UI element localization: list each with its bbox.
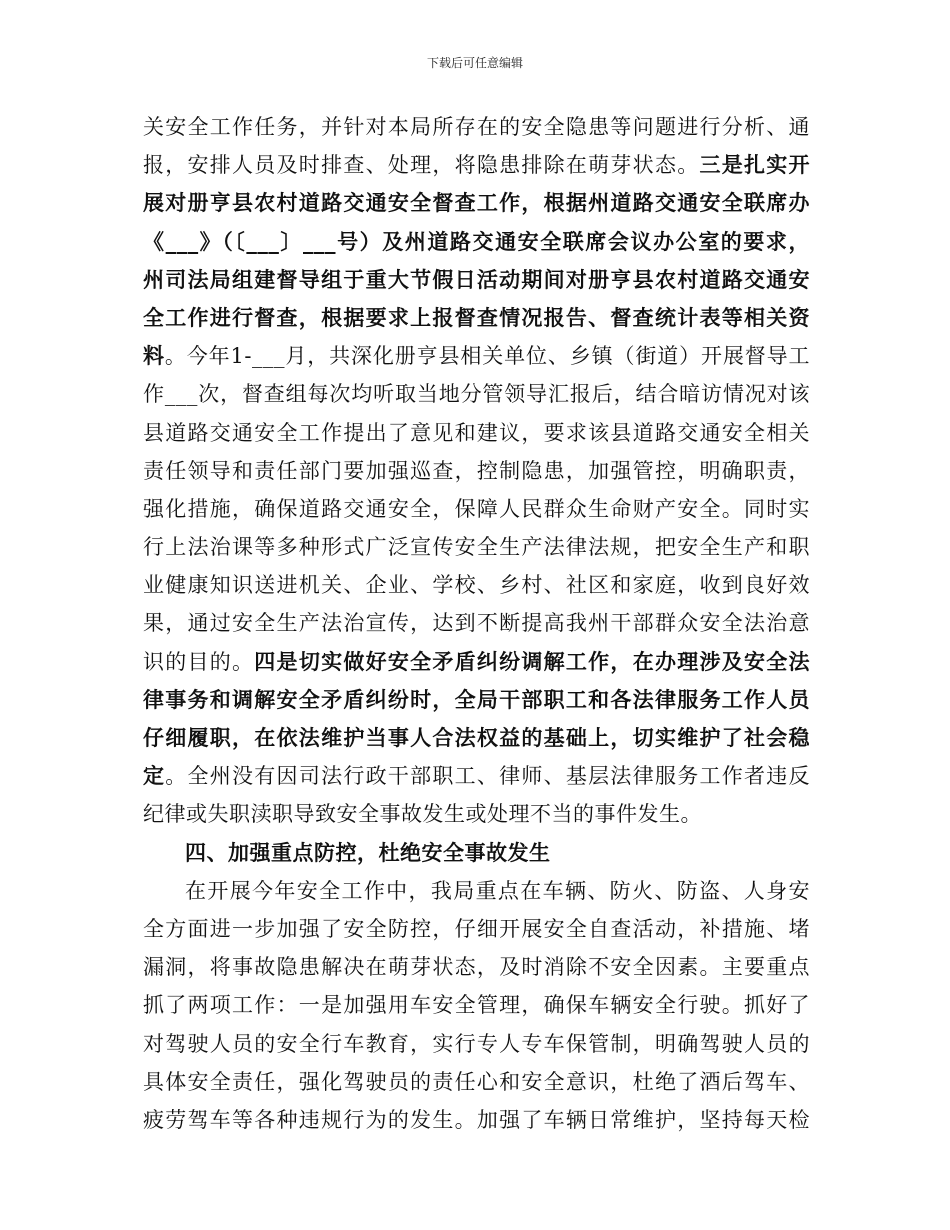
text-line: 县道路交通安全工作提出了意见和建议，要求该县道路交通安全相关 bbox=[143, 420, 810, 445]
text-line: 疲劳驾车等各种违规行为的发生。加强了车辆日常维护，坚持每天检 bbox=[143, 1107, 810, 1132]
text-line bbox=[143, 337, 810, 375]
text-run: 报，安排人员及时排查、处理，将隐患排除在萌芽状态。 bbox=[143, 153, 700, 178]
document-body bbox=[143, 108, 810, 1139]
text-line: 具体安全责任，强化驾驶员的责任心和安全意识，杜绝了酒后驾车、 bbox=[143, 1069, 810, 1094]
bold-text-run: 定 bbox=[143, 763, 166, 789]
text-line: 漏洞，将事故隐患解决在萌芽状态，及时消除不安全因素。主要重点 bbox=[143, 955, 810, 980]
text-line: 对驾驶人员的安全行车教育，实行专人专车保管制，明确驾驶人员的 bbox=[143, 1031, 810, 1056]
text-run: 。全州没有因司法行政干部职工、律师、基层法律服务工作者违反 bbox=[165, 764, 811, 789]
text-line: 责任领导和责任部门要加强巡查，控制隐患，加强管控，明确职责， bbox=[143, 458, 810, 483]
text-line: 州司法局组建督导组于重大节假日活动期间对册亨县农村道路交通安 bbox=[143, 266, 810, 292]
text-line: 纪律或失职渎职导致安全事故发生或处理不当的事件发生。 bbox=[143, 802, 702, 827]
text-line: 全方面进一步加强了安全防控，仔细开展安全自查活动，补措施、堵 bbox=[143, 916, 810, 941]
text-line: 业健康知识送进机关、企业、学校、乡村、社区和家庭，收到良好效 bbox=[143, 573, 810, 598]
text-line: 关安全工作任务，并针对本局所存在的安全隐患等问题进行分析、通 bbox=[143, 115, 810, 139]
text-line: 仔细履职，在依法维护当事人合法权益的基础上，切实维护了社会稳 bbox=[143, 725, 810, 750]
text-line: 果，通过安全生产法治宣传，达到不断提高我州干部群众安全法治意 bbox=[143, 611, 810, 636]
text-line: 行上法治课等多种形式广泛宣传安全生产法律法规，把安全生产和职 bbox=[143, 535, 810, 560]
text-line: 抓了两项工作：一是加强用车安全管理，确保车辆安全行驶。抓好了 bbox=[143, 993, 810, 1018]
section-heading: 四、加强重点防控，杜绝安全事故发生 bbox=[185, 839, 551, 865]
text-line bbox=[143, 643, 810, 681]
text-run: 。今年1-___月，共深化册亨县相关单位、乡镇（街道）开展督导工 bbox=[164, 344, 810, 369]
text-line bbox=[143, 146, 810, 184]
text-line: 作___次，督查组每次均听取当地分管领导汇报后，结合暗访情况对该 bbox=[143, 382, 810, 407]
text-line: 《___》（〔___〕___号）及州道路交通安全联席会议办公室的要求， bbox=[143, 228, 810, 254]
text-line: 强化措施，确保道路交通安全，保障人民群众生命财产安全。同时实 bbox=[143, 496, 810, 521]
text-line: 展对册亨县农村道路交通安全督查工作，根据州道路交通安全联席办 bbox=[143, 190, 810, 216]
text-line: 在开展今年安全工作中，我局重点在车辆、防火、防盗、人身安 bbox=[185, 878, 810, 903]
bold-text-run: 料 bbox=[143, 343, 165, 369]
text-line bbox=[143, 757, 810, 795]
bold-text-run: 三是扎实开 bbox=[699, 152, 811, 178]
page-header-note: 下载后可任意编辑 bbox=[426, 56, 523, 70]
text-line: 律事务和调解安全矛盾纠纷时，全局干部职工和各法律服务工作人员 bbox=[143, 686, 810, 712]
text-line: 全工作进行督查，根据要求上报督查情况报告、督查统计表等相关资 bbox=[143, 304, 810, 330]
bold-text-run: 四是切实做好安全矛盾纠纷调解工作，在办理涉及安全法 bbox=[254, 648, 811, 674]
text-run: 识的目的。 bbox=[143, 649, 255, 674]
